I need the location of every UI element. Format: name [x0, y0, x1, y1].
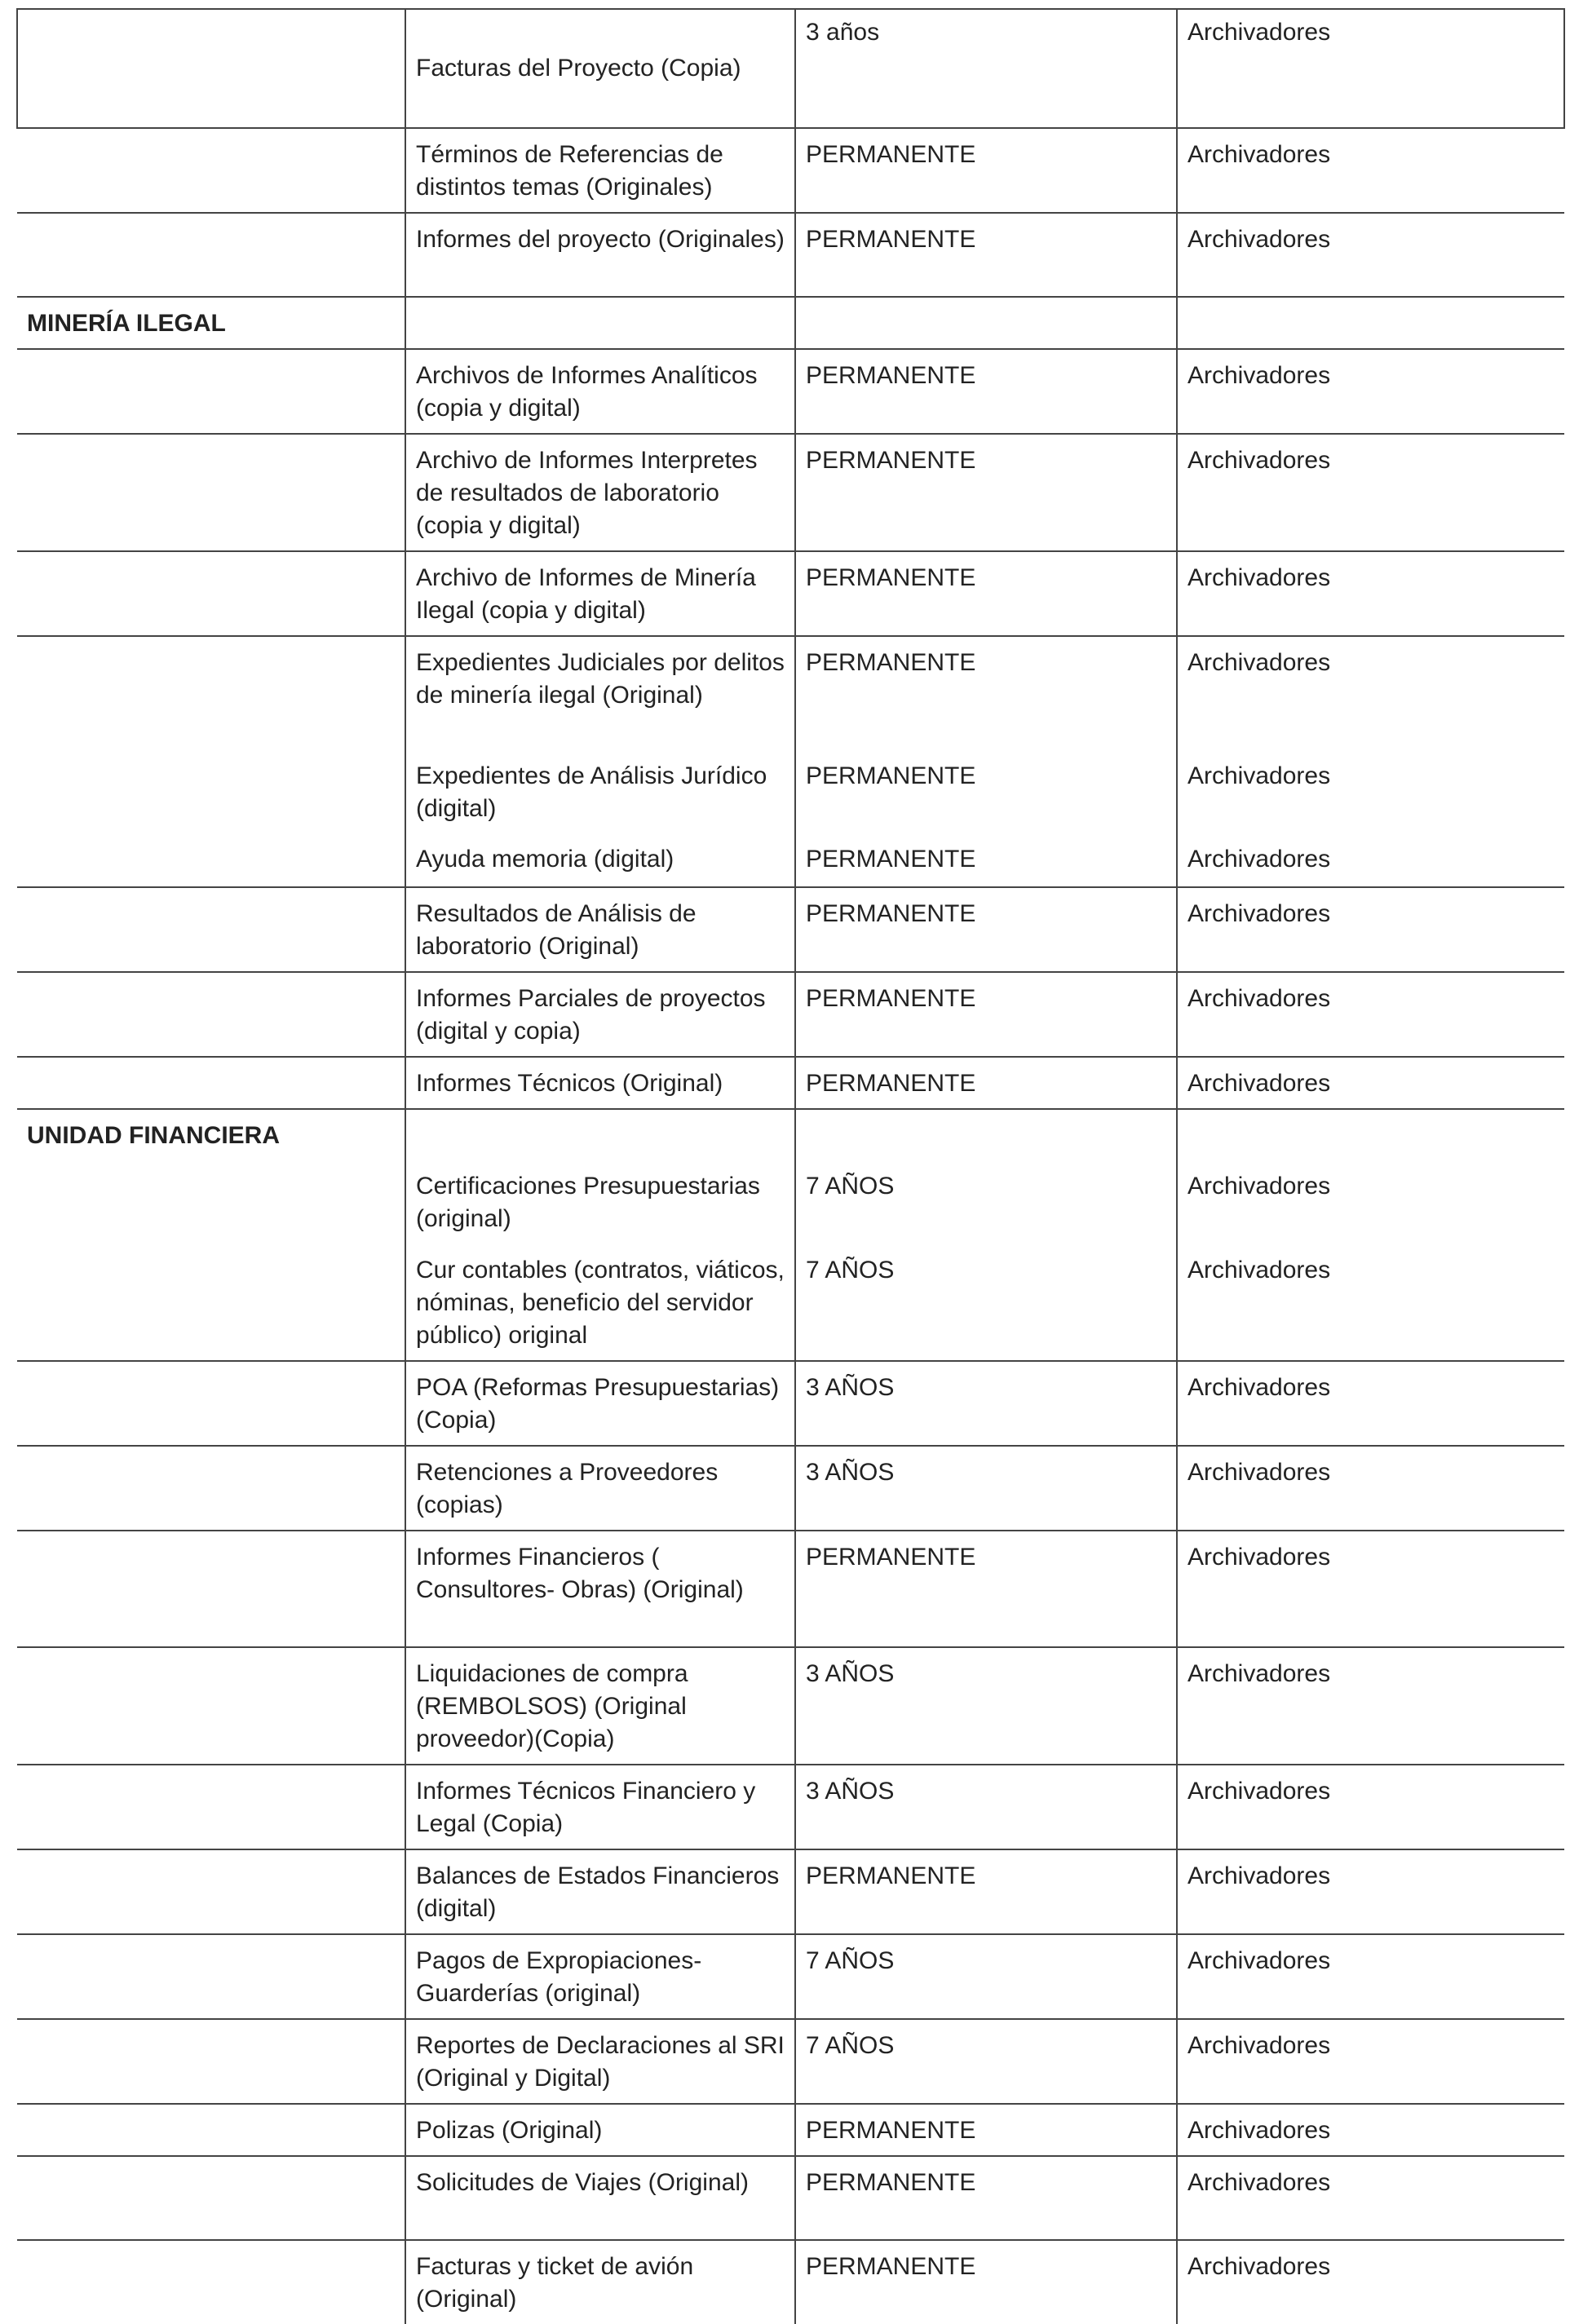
category-cell: [17, 128, 405, 213]
category-cell: [17, 887, 405, 972]
location-cell: Archivadores: [1187, 649, 1331, 676]
item-cell: Liquidaciones de compra (REMBOLSOS) (Original proveedor)(Copia): [405, 1647, 795, 1765]
category-cell: [17, 1361, 405, 1446]
category-cell: [17, 213, 405, 297]
location-cell: Archivadores: [1187, 2253, 1331, 2280]
item-cell: Informes Parciales de proyectos (digital y copia): [405, 972, 795, 1057]
retention-cell: PERMANENTE: [795, 349, 1177, 434]
location-cell: Archivadores: [1177, 1647, 1564, 1765]
category-cell: [17, 1849, 405, 1934]
retention-cell: PERMANENTE: [795, 2240, 1177, 2324]
retention-cell: PERMANENTE: [795, 887, 1177, 972]
location-cell: Archivadores: [1177, 1849, 1564, 1934]
table-row: [17, 1531, 1564, 1647]
table-row: [17, 636, 1564, 750]
location-cell: Archivadores: [1177, 833, 1564, 887]
table-row: [17, 972, 1564, 1057]
item-cell: Expedientes Judiciales por delitos de minería ilegal (Original): [405, 636, 795, 750]
item-cell: Informes del proyecto (Originales): [405, 213, 795, 297]
retention-cell: PERMANENTE: [795, 750, 1177, 833]
category-cell: [17, 1160, 405, 1244]
retention-cell: 3 AÑOS: [795, 1361, 1177, 1446]
table-row: [17, 1244, 1564, 1361]
table-row: [17, 1160, 1564, 1244]
table-row: [17, 434, 1564, 551]
item-cell: POA (Reformas Presupuestarias) (Copia): [405, 1361, 795, 1446]
item-cell: Reportes de Declaraciones al SRI (Original y Digital): [405, 2019, 795, 2104]
retention-cell: 7 AÑOS: [795, 1934, 1177, 2019]
category-cell: [17, 1765, 405, 1849]
category-cell: [17, 1934, 405, 2019]
location-cell: Archivadores: [1177, 1361, 1564, 1446]
table-row: [17, 2240, 1564, 2324]
retention-cell: [795, 297, 1177, 349]
category-cell: [17, 9, 405, 128]
category-cell: UNIDAD FINANCIERA: [17, 1109, 405, 1160]
table-row: [17, 1361, 1564, 1446]
item-cell: [405, 297, 795, 349]
retention-cell: 3 AÑOS: [795, 1647, 1177, 1765]
retention-cell: PERMANENTE: [795, 2156, 1177, 2240]
location-cell: Archivadores: [1177, 1244, 1564, 1361]
retention-cell: PERMANENTE: [795, 972, 1177, 1057]
retention-cell: PERMANENTE: [795, 434, 1177, 551]
table-row: [17, 128, 1564, 213]
retention-cell: 3 AÑOS: [795, 1446, 1177, 1531]
item-cell: Certificaciones Presupuestarias (original): [405, 1160, 795, 1244]
location-cell: Archivadores: [1177, 1057, 1564, 1109]
retention-cell: [795, 1109, 1177, 1160]
table-row: [17, 1057, 1564, 1109]
item-cell: Cur contables (contratos, viáticos, nóminas, beneficio del servidor público) original: [405, 1244, 795, 1361]
location-cell: Archivadores: [1177, 9, 1564, 128]
retention-cell: 7 AÑOS: [795, 2019, 1177, 2104]
section-header-row: [17, 297, 1564, 349]
table-row: [17, 750, 1564, 833]
table-row: [17, 1647, 1564, 1765]
item-cell: Informes Técnicos (Original): [405, 1057, 795, 1109]
table-row: [17, 2104, 1564, 2156]
location-cell: Archivadores: [1177, 213, 1564, 297]
item-cell: Retenciones a Proveedores (copias): [405, 1446, 795, 1531]
retention-cell: PERMANENTE: [795, 213, 1177, 297]
item-cell: Polizas (Original): [405, 2104, 795, 2156]
table-row: [17, 1765, 1564, 1849]
table-row: [17, 887, 1564, 972]
category-cell: [17, 2240, 405, 2324]
table-row: [17, 833, 1564, 887]
table-row: [17, 349, 1564, 434]
retention-cell: PERMANENTE: [795, 1057, 1177, 1109]
item-cell: Archivo de Informes de Minería Ilegal (copia y digital): [405, 551, 795, 636]
retention-cell: PERMANENTE: [795, 636, 1177, 750]
retention-table: [16, 8, 1565, 2324]
retention-cell: PERMANENTE: [795, 128, 1177, 213]
location-cell: Archivadores: [1177, 551, 1564, 636]
category-cell: [17, 636, 405, 750]
category-cell: [17, 1531, 405, 1647]
category-cell: [17, 2019, 405, 2104]
item-cell: Balances de Estados Financieros (digital): [405, 1849, 795, 1934]
table-row: [17, 1849, 1564, 1934]
item-cell: Informes Financieros ( Consultores- Obras) (Original): [405, 1531, 795, 1647]
location-cell: Archivadores: [1177, 2019, 1564, 2104]
item-cell: Archivos de Informes Analíticos (copia y digital): [405, 349, 795, 434]
location-cell: Archivadores: [1187, 762, 1331, 789]
category-cell: [17, 2156, 405, 2240]
item-cell: Solicitudes de Viajes (Original): [405, 2156, 795, 2240]
location-cell: Archivadores: [1177, 2104, 1564, 2156]
location-cell: Archivadores: [1177, 349, 1564, 434]
item-cell: Expedientes de Análisis Jurídico (digital): [405, 750, 795, 833]
table-row: [17, 1934, 1564, 2019]
item-cell: Informes Técnicos Financiero y Legal (Copia): [405, 1765, 795, 1849]
category-cell: [17, 1057, 405, 1109]
retention-cell: PERMANENTE: [795, 1531, 1177, 1647]
item-cell: Términos de Referencias de distintos temas (Originales): [405, 128, 795, 213]
location-cell: Archivadores: [1177, 1934, 1564, 2019]
retention-cell: 7 AÑOS: [795, 1244, 1177, 1361]
item-cell: Archivo de Informes Interpretes de resultados de laboratorio (copia y digital): [405, 434, 795, 551]
category-cell: MINERÍA ILEGAL: [17, 297, 405, 349]
retention-cell: 3 años: [795, 9, 1177, 128]
location-cell: Archivadores: [1177, 887, 1564, 972]
location-cell: Archivadores: [1177, 1531, 1564, 1647]
location-cell: [1177, 1109, 1564, 1160]
item-cell: Facturas del Proyecto (Copia): [405, 9, 795, 128]
table-row: [17, 2156, 1564, 2240]
location-cell: Archivadores: [1177, 972, 1564, 1057]
table-row: [17, 551, 1564, 636]
retention-cell: 3 AÑOS: [795, 1765, 1177, 1849]
location-cell: Archivadores: [1177, 2156, 1564, 2240]
table-row: [17, 2019, 1564, 2104]
retention-cell: PERMANENTE: [795, 1849, 1177, 1934]
table-row: [17, 213, 1564, 297]
category-cell: [17, 2104, 405, 2156]
category-cell: [17, 833, 405, 887]
item-cell: Ayuda memoria (digital): [405, 833, 795, 887]
table-row: [17, 1446, 1564, 1531]
location-cell: Archivadores: [1177, 1765, 1564, 1849]
category-cell: [17, 434, 405, 551]
item-cell: [405, 1109, 795, 1160]
item-cell: Pagos de Expropiaciones- Guarderías (original): [405, 1934, 795, 2019]
location-cell: [1177, 297, 1564, 349]
category-cell: [17, 750, 405, 833]
category-cell: [17, 1244, 405, 1361]
category-cell: [17, 349, 405, 434]
location-cell: Archivadores: [1177, 128, 1564, 213]
category-cell: [17, 1647, 405, 1765]
retention-cell: PERMANENTE: [795, 833, 1177, 887]
retention-cell: PERMANENTE: [795, 551, 1177, 636]
retention-cell: 7 AÑOS: [795, 1160, 1177, 1244]
table-row: [17, 9, 1564, 128]
location-cell: Archivadores: [1177, 434, 1564, 551]
location-cell: Archivadores: [1187, 1173, 1331, 1200]
category-cell: [17, 972, 405, 1057]
category-cell: [17, 1446, 405, 1531]
item-cell: Facturas y ticket de avión (Original): [405, 2240, 795, 2324]
item-cell: Resultados de Análisis de laboratorio (Original): [405, 887, 795, 972]
location-cell: Archivadores: [1177, 1446, 1564, 1531]
category-cell: [17, 551, 405, 636]
retention-cell: PERMANENTE: [795, 2104, 1177, 2156]
section-header-row: [17, 1109, 1564, 1160]
